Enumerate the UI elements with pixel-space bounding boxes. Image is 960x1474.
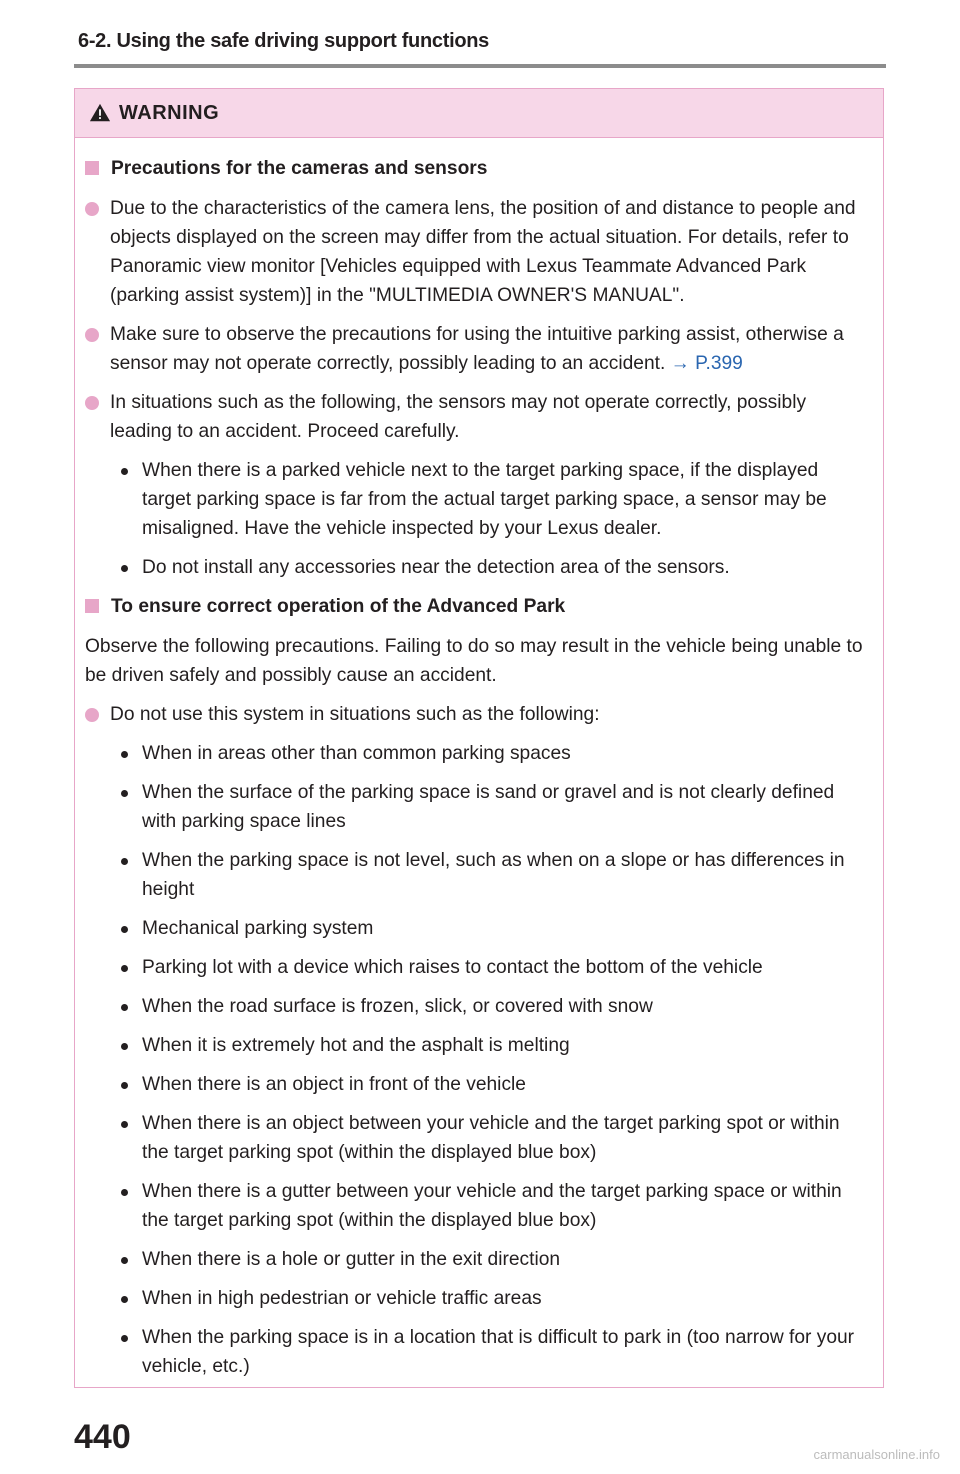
- bullet-item: When the road surface is frozen, slick, or covered with snow: [121, 992, 871, 1021]
- warning-header: [75, 89, 883, 138]
- section-heading: Precautions for the cameras and sensors: [85, 154, 871, 183]
- bullet-item: When there is a hole or gutter in the exit direction: [121, 1245, 871, 1274]
- header-rule: [74, 64, 886, 68]
- list-item: Do not use this system in situations such as the following:: [85, 700, 871, 729]
- page-number: 440: [74, 1418, 131, 1456]
- list-item: Due to the characteristics of the camera lens, the position of and distance to people and objects displayed on the screen may differ from the actual situation. For details, refer to Panoramic view monitor [Vehicles equipped with Lexus Teammate Advanced Park (parking assist system)] in the "MULTIMEDIA OWNER'S MANUAL".: [85, 194, 871, 310]
- dot-bullet-icon: [121, 1335, 128, 1342]
- bullet-item: Mechanical parking system: [121, 914, 871, 943]
- circle-bullet-icon: [85, 708, 99, 722]
- bullet-item: Parking lot with a device which raises to contact the bottom of the vehicle: [121, 953, 871, 982]
- bullet-item: When there is an object between your vehicle and the target parking spot or within the target parking spot (within the displayed blue box): [121, 1109, 871, 1167]
- square-bullet-icon: [85, 161, 99, 175]
- dot-bullet-icon: [121, 1296, 128, 1303]
- dot-bullet-icon: [121, 751, 128, 758]
- bullet-item: Do not install any accessories near the detection area of the sensors.: [121, 553, 871, 582]
- dot-bullet-icon: [121, 1043, 128, 1050]
- dot-bullet-icon: [121, 858, 128, 865]
- dot-bullet-icon: [121, 468, 128, 475]
- bullet-item: When it is extremely hot and the asphalt is melting: [121, 1031, 871, 1060]
- bullet-item: When in areas other than common parking spaces: [121, 739, 871, 768]
- section-heading: To ensure correct operation of the Advanced Park: [85, 592, 871, 621]
- square-bullet-icon: [85, 599, 99, 613]
- dot-bullet-icon: [121, 1257, 128, 1264]
- section-intro: Observe the following precautions. Failing to do so may result in the vehicle being unable to be driven safely and possibly cause an accident.: [85, 636, 863, 686]
- dot-bullet-icon: [121, 790, 128, 797]
- bullet-item: When the parking space is in a location that is difficult to park in (too narrow for your vehicle, etc.): [121, 1323, 871, 1381]
- bullet-item: When the parking space is not level, such as when on a slope or has differences in height: [121, 846, 871, 904]
- warning-box: [74, 88, 884, 1388]
- watermark: carmanualsonline.info: [813, 1447, 940, 1462]
- bullet-item: When the surface of the parking space is sand or gravel and is not clearly defined with parking space lines: [121, 778, 871, 836]
- circle-bullet-icon: [85, 328, 99, 342]
- list-item: In situations such as the following, the sensors may not operate correctly, possibly leading to an accident. Proceed carefully.: [85, 388, 871, 446]
- warning-title: WARNING: [119, 101, 220, 124]
- warning-content: [75, 138, 883, 1381]
- circle-bullet-icon: [85, 396, 99, 410]
- circle-bullet-icon: [85, 202, 99, 216]
- section-header-title: 6-2. Using the safe driving support functions: [78, 30, 489, 52]
- bullet-item: When there is an object in front of the vehicle: [121, 1070, 871, 1099]
- dot-bullet-icon: [121, 1004, 128, 1011]
- list-item: Make sure to observe the precautions for using the intuitive parking assist, otherwise a sensor may not operate correctly, possibly leading to an accident. → P.399: [85, 320, 871, 378]
- dot-bullet-icon: [121, 1189, 128, 1196]
- bullet-item: When there is a parked vehicle next to the target parking space, if the displayed target parking space is far from the actual target parking space, a sensor may be misaligned. Have the vehicle inspected by your Lexus dealer.: [121, 456, 871, 543]
- page-reference-link[interactable]: → P.399: [670, 353, 743, 374]
- dot-bullet-icon: [121, 565, 128, 572]
- dot-bullet-icon: [121, 965, 128, 972]
- warning-triangle-icon: [89, 102, 111, 124]
- dot-bullet-icon: [121, 1082, 128, 1089]
- bullet-item: When in high pedestrian or vehicle traffic areas: [121, 1284, 871, 1313]
- dot-bullet-icon: [121, 926, 128, 933]
- bullet-item: When there is a gutter between your vehicle and the target parking space or within the target parking spot (within the displayed blue box): [121, 1177, 871, 1235]
- dot-bullet-icon: [121, 1121, 128, 1128]
